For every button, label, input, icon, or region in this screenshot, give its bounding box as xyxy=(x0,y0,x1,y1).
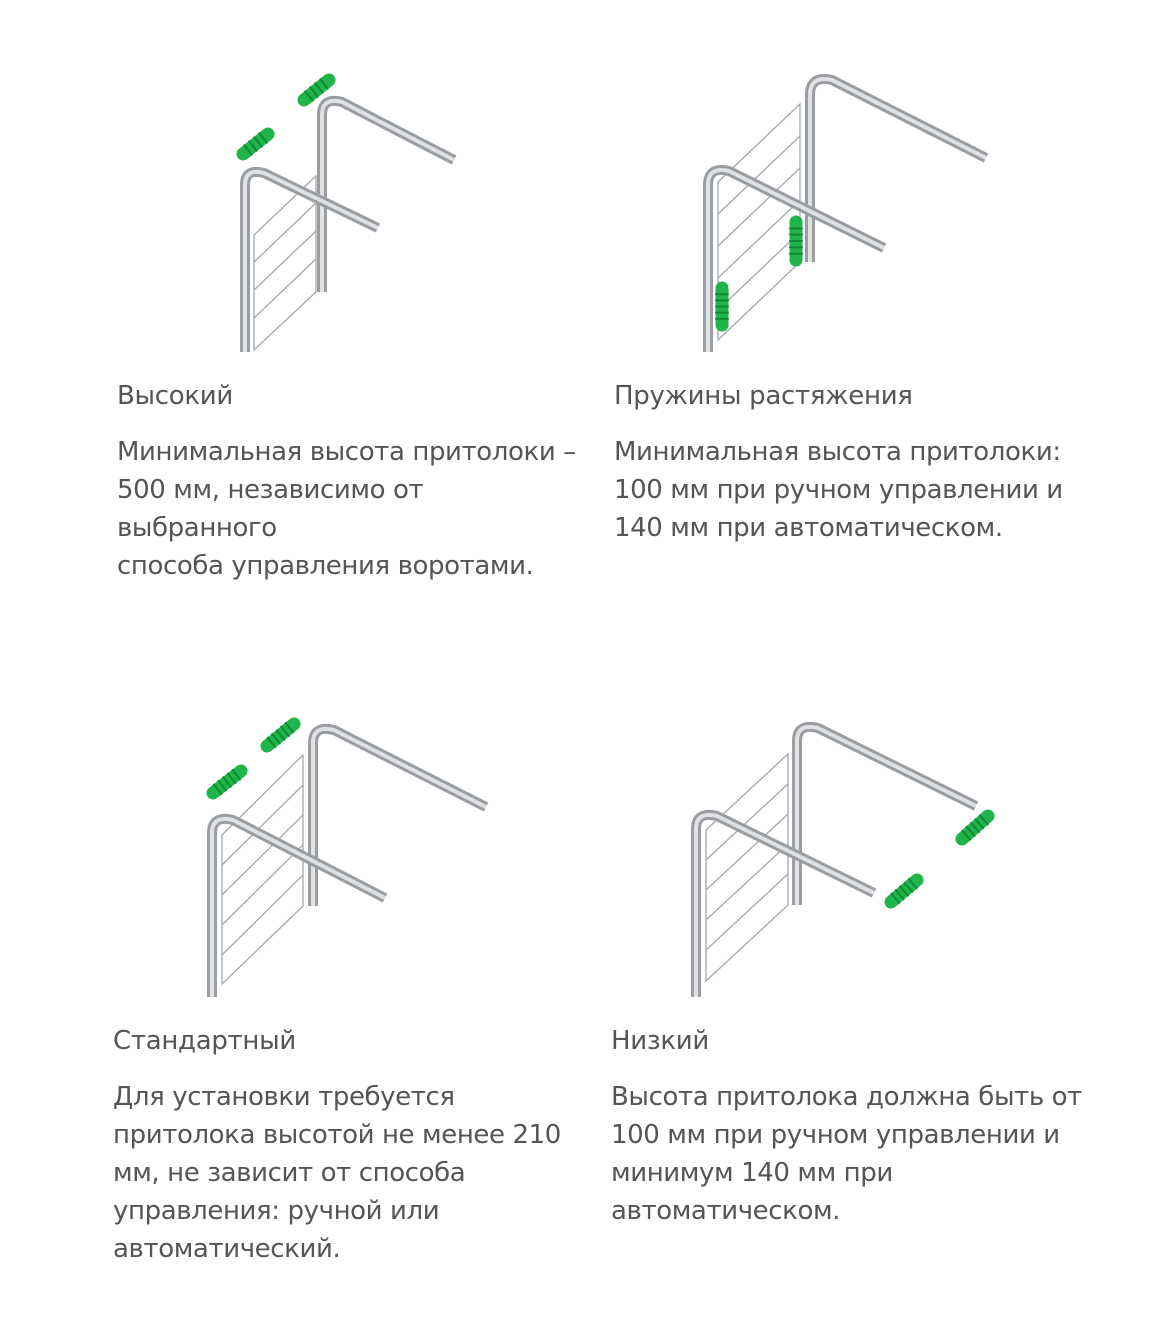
high-lift-diagram xyxy=(0,0,582,380)
standard-lift-diagram xyxy=(0,661,582,1041)
low-headroom-diagram xyxy=(582,661,1164,1041)
option-description: Минимальная высота притолоки: 100 мм при ручном управлении и 140 мм при автоматическом. xyxy=(614,437,1063,543)
option-description: Для установки требуется притолока высотой не менее 210 мм, не зависит от способа управления: ручной или автоматический. xyxy=(113,1082,561,1264)
option-title: Высокий xyxy=(117,381,233,411)
option-card-extension-springs xyxy=(582,0,1164,661)
door-panel xyxy=(254,176,316,350)
rear-guide-rail xyxy=(797,727,976,905)
option-card-high xyxy=(0,0,582,661)
rear-guide-rail xyxy=(810,79,986,262)
option-card-standard xyxy=(0,661,582,1322)
door-panel xyxy=(718,104,800,340)
torsion-spring-icon xyxy=(243,79,329,154)
option-description: Минимальная высота притолоки – 500 мм, независимо от выбранного способа управления воротами. xyxy=(117,437,576,581)
option-title: Низкий xyxy=(611,1026,709,1056)
option-title: Пружины растяжения xyxy=(614,381,913,411)
door-panel xyxy=(222,755,303,984)
option-description: Высота притолока должна быть от 100 мм при ручном управлении и минимум 140 мм при автоматическом. xyxy=(611,1082,1082,1226)
door-panel xyxy=(706,754,788,981)
option-title: Стандартный xyxy=(113,1026,296,1056)
rear-guide-rail xyxy=(322,101,454,292)
extension-spring-diagram xyxy=(582,0,1164,380)
torsion-spring-icon xyxy=(891,815,988,903)
option-card-low xyxy=(582,661,1164,1322)
